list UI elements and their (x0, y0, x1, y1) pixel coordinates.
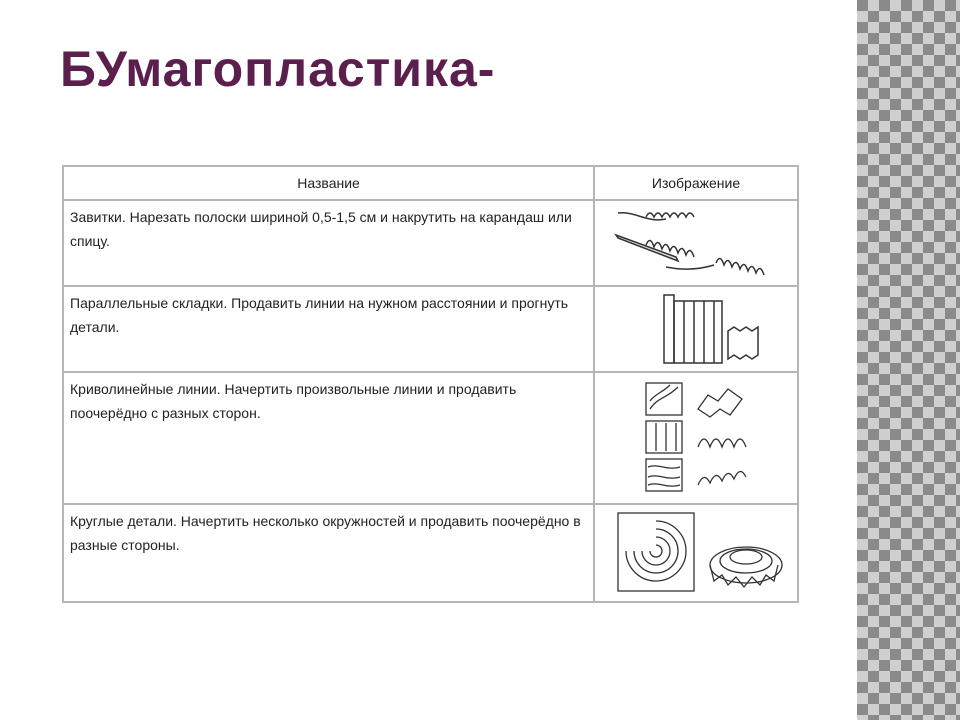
table-row (63, 504, 798, 602)
table-row (63, 286, 798, 372)
row-description: Завитки. Нарезать полоски шириной 0,5-1,5 см и накрутить на карандаш или спицу. (63, 200, 594, 286)
decorative-side-pattern (857, 0, 960, 720)
row-description: Круглые детали. Начертить несколько окружностей и продавить поочерёдно в разные стороны. (63, 504, 594, 602)
folds-icon (606, 291, 786, 367)
slide-title: БУмагопластика- (60, 41, 496, 97)
round-parts-icon (606, 509, 786, 597)
table-header-row (63, 166, 798, 200)
table-row (63, 200, 798, 286)
curls-icon (606, 205, 786, 281)
header-name: Название (63, 166, 594, 200)
curved-lines-icon (606, 377, 786, 499)
row-description: Параллельные складки. Продавить линии на нужном расстоянии и прогнуть детали. (63, 286, 594, 372)
curved-lines-illustration (594, 372, 798, 504)
row-description: Криволинейные линии. Начертить произвольные линии и продавить поочерёдно с разных сторон. (63, 372, 594, 504)
header-image: Изображение (594, 166, 798, 200)
round-parts-illustration (594, 504, 798, 602)
parallel-folds-illustration (594, 286, 798, 372)
techniques-table (62, 165, 799, 603)
curls-illustration (594, 200, 798, 286)
table-row (63, 372, 798, 504)
